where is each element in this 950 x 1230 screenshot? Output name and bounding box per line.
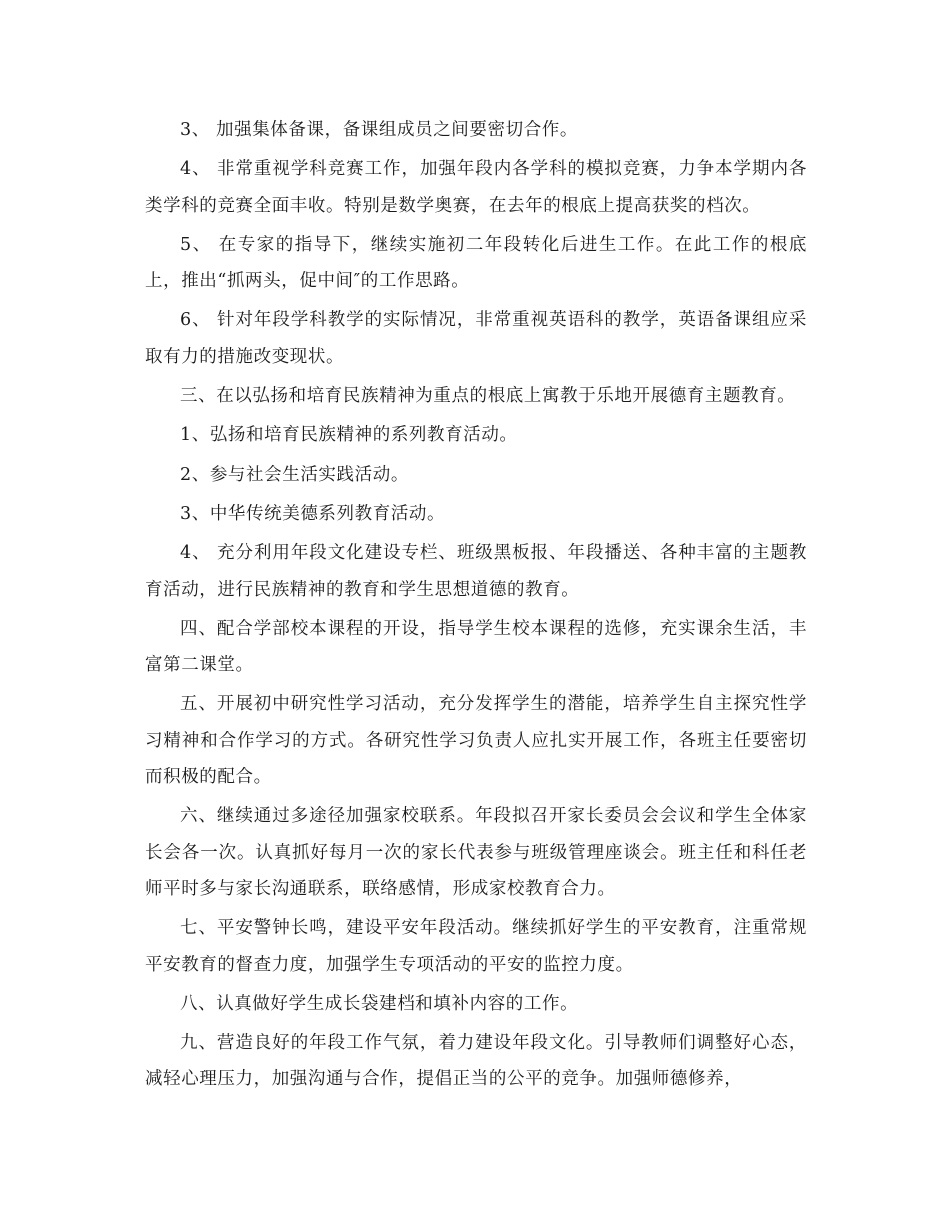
paragraph-item-6-english: 6、 针对年段学科教学的实际情况，非常重视英语科的教学，英语备课组应采取有力的措施改变现状。: [145, 310, 807, 367]
paragraph-item-3: 3、 加强集体备课，备课组成员之间要密切合作。: [180, 120, 578, 140]
paragraph-subitem-1: 1、弘扬和培育民族精神的系列教育活动。: [180, 425, 518, 446]
section-heading-3-moral-education: 三、在以弘扬和培育民族精神为重点的根底上寓教于乐地开展德育主题教育。: [180, 386, 796, 407]
paragraph-item-5-expert-guidance: 5、 在专家的指导下，继续实施初二年段转化后进生工作。在此工作的根底上，推出“抓两头，促中间″的工作思路。: [145, 234, 807, 292]
section-8-growth-portfolio: 八、认真做好学生成长袋建档和填补内容的工作。: [180, 993, 579, 1014]
paragraph-subitem-4: 4、 充分利用年段文化建设专栏、班级黑板报、年段播送、各种丰富的主题教育活动，进行民族精神的教育和学生思想道德的教育。: [145, 543, 807, 600]
section-6-home-school: 六、继续通过多途径加强家校联系。年段拟召开家长委员会会议和学生全体家长会各一次。认真抓好每月一次的家长代表参与班级管理座谈会。班主任和科任老师平时多与家长沟通联系，联络感情，形成家校教育合力。: [145, 806, 807, 899]
section-7-safety: 七、平安警钟长鸣，建设平安年段活动。继续抓好学生的平安教育，注重常规平安教育的督查力度，加强学生专项活动的平安的监控力度。: [145, 918, 807, 975]
paragraph-subitem-3: 3、中华传统美德系列教育活动。: [180, 503, 446, 524]
paragraph-subitem-2: 2、参与社会生活实践活动。: [180, 464, 409, 485]
section-4-school-courses: 四、配合学部校本课程的开设，指导学生校本课程的选修，充实课余生活，丰富第二课堂。: [145, 618, 807, 676]
paragraph-item-4-competitions: 4、 非常重视学科竞赛工作，加强年段内各学科的模拟竞赛，力争本学期内各类学科的竞赛全面丰收。特别是数学奥赛，在去年的根底上提高获奖的档次。: [145, 159, 807, 216]
section-9-work-atmosphere: 九、营造良好的年段工作气氛，着力建设年段文化。引导教师们调整好心态，减轻心理压力，加强沟通与合作，提倡正当的公平的竞争。加强师德修养，: [145, 1033, 807, 1090]
document-body: [145, 112, 807, 1101]
section-5-research-learning: 五、开展初中研究性学习活动，充分发挥学生的潜能，培养学生自主探究性学习精神和合作学习的方式。各研究性学习负责人应扎实开展工作，各班主任要密切而积极的配合。: [145, 694, 807, 788]
